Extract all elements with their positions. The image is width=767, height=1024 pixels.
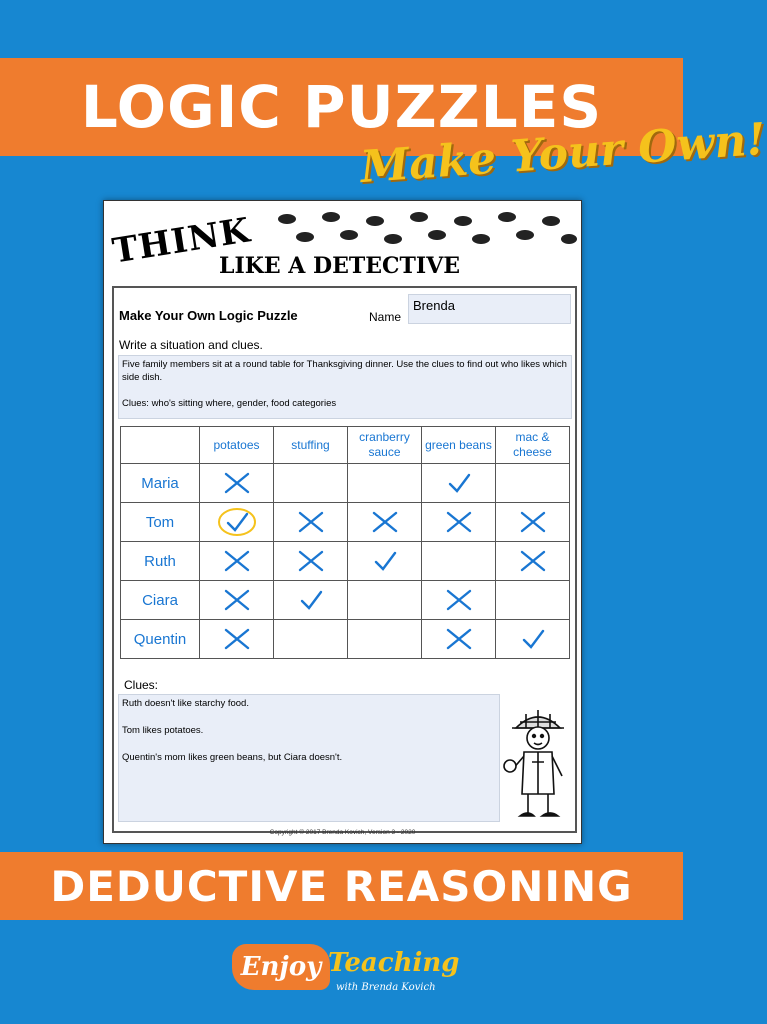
situation-label: Write a situation and clues.	[119, 338, 263, 352]
logo-enjoy: Enjoy	[232, 944, 330, 990]
column-header: cranberry sauce	[348, 427, 422, 464]
page-title: LOGIC PUZZLES	[80, 73, 603, 141]
column-header: stuffing	[274, 427, 348, 464]
row-name: Tom	[121, 503, 200, 542]
grid-cell[interactable]	[200, 464, 274, 503]
name-label: Name	[369, 310, 402, 324]
x-mark-icon	[217, 585, 257, 615]
grid-cell[interactable]	[274, 620, 348, 659]
x-mark-icon	[365, 507, 405, 537]
logo-teaching: Teaching	[328, 948, 460, 978]
column-header: mac & cheese	[496, 427, 570, 464]
grid-cell[interactable]	[422, 542, 496, 581]
puzzle-title: Make Your Own Logic Puzzle	[119, 308, 298, 323]
x-mark-icon	[439, 507, 479, 537]
table-row	[121, 503, 570, 542]
grid-cell[interactable]	[496, 542, 570, 581]
grid-cell[interactable]	[348, 503, 422, 542]
situation-text: Five family members sit at a round table for Thanksgiving dinner. Use the clues to find out who likes which side dish.	[122, 359, 567, 383]
footer-banner	[0, 852, 683, 920]
worksheet	[103, 200, 582, 844]
grid-cell[interactable]	[422, 620, 496, 659]
column-header: potatoes	[200, 427, 274, 464]
grid-cell[interactable]	[274, 503, 348, 542]
grid-cell[interactable]	[274, 464, 348, 503]
grid-cell[interactable]	[200, 620, 274, 659]
x-mark-icon	[217, 468, 257, 498]
logo-with: with Brenda Kovich	[336, 982, 436, 993]
grid-cell[interactable]	[200, 542, 274, 581]
x-mark-icon	[439, 585, 479, 615]
footer-title: DEDUCTIVE REASONING	[50, 861, 633, 911]
enjoy-teaching-logo[interactable]	[232, 944, 462, 1004]
x-mark-icon	[217, 624, 257, 654]
clue-item: Tom likes potatoes.	[122, 725, 204, 736]
situation-clues-note: Clues: who's sitting where, gender, food categories	[122, 398, 337, 409]
grid-cell[interactable]	[348, 542, 422, 581]
x-mark-icon	[217, 546, 257, 576]
grid-cell[interactable]	[348, 620, 422, 659]
grid-cell[interactable]	[200, 503, 274, 542]
x-mark-icon	[291, 546, 331, 576]
row-name: Maria	[121, 464, 200, 503]
footprints-icon	[269, 207, 579, 255]
check-mark-icon	[439, 468, 479, 498]
clue-item: Quentin's mom likes green beans, but Ciara doesn't.	[122, 752, 343, 763]
grid-cell[interactable]	[422, 503, 496, 542]
clues-field[interactable]	[118, 694, 500, 822]
subtitle: Make Your Own!	[358, 113, 767, 194]
grid-cell[interactable]	[348, 464, 422, 503]
grid-cell[interactable]	[496, 464, 570, 503]
grid-cell[interactable]	[274, 542, 348, 581]
table-row	[121, 542, 570, 581]
grid-cell[interactable]	[200, 581, 274, 620]
grid-cell[interactable]	[348, 581, 422, 620]
grid-cell[interactable]	[422, 464, 496, 503]
grid-cell[interactable]	[496, 581, 570, 620]
circled-check-mark-icon	[217, 507, 257, 537]
grid-cell[interactable]	[496, 620, 570, 659]
grid-corner	[121, 427, 200, 464]
check-mark-icon	[513, 624, 553, 654]
x-mark-icon	[291, 507, 331, 537]
grid-cell[interactable]	[496, 503, 570, 542]
logic-grid	[120, 426, 570, 659]
think-heading: THINK	[109, 210, 254, 272]
row-name: Ciara	[121, 581, 200, 620]
table-row	[121, 620, 570, 659]
grid-cell[interactable]	[274, 581, 348, 620]
row-name: Quentin	[121, 620, 200, 659]
grid-cell[interactable]	[422, 581, 496, 620]
row-name: Ruth	[121, 542, 200, 581]
check-mark-icon	[365, 546, 405, 576]
situation-field[interactable]	[118, 355, 572, 419]
x-mark-icon	[513, 546, 553, 576]
x-mark-icon	[439, 624, 479, 654]
x-mark-icon	[513, 507, 553, 537]
table-row	[121, 581, 570, 620]
table-row	[121, 464, 570, 503]
puzzle-form	[112, 286, 577, 833]
detective-icon	[504, 706, 572, 824]
clues-label: Clues:	[124, 678, 159, 692]
name-field[interactable]: Brenda	[408, 294, 571, 324]
column-header: green beans	[422, 427, 496, 464]
clue-item: Ruth doesn't like starchy food.	[122, 698, 249, 709]
detective-heading: LIKE A DETECTIVE	[219, 253, 461, 279]
copyright: Copyright © 2017 Brenda Kovich, Version 3 - 2020	[269, 829, 416, 836]
check-mark-icon	[291, 585, 331, 615]
